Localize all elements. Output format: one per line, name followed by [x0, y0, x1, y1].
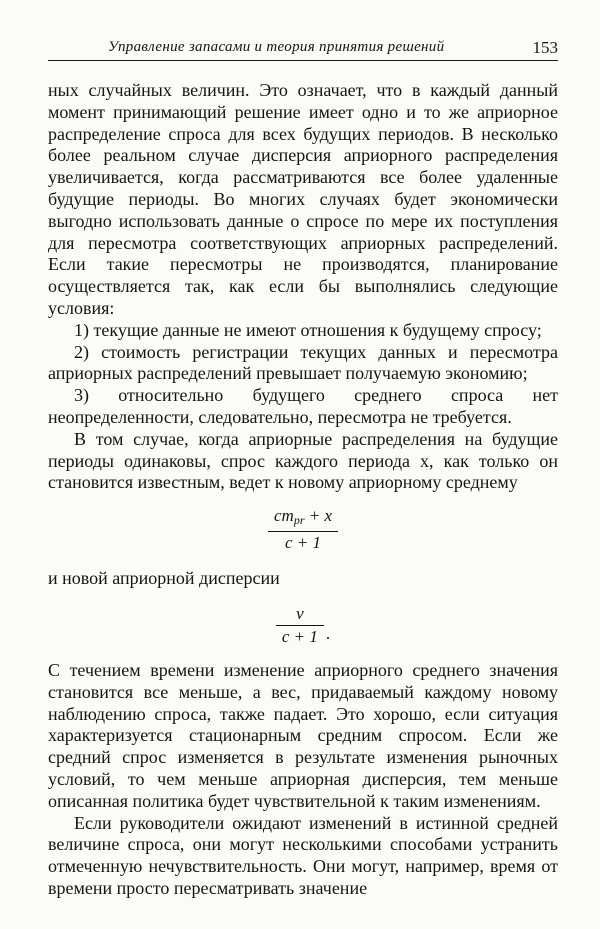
formula-prior-variance	[48, 603, 558, 648]
fraction-denominator: c + 1	[281, 626, 318, 646]
body-text	[48, 80, 558, 900]
formula-period: .	[325, 623, 331, 643]
paragraph-managers: Если руководители ожидают изменений в истинной средней величине спроса, они могут несколькими способами устранить отмеченную нечувствительность. Они могут, например, время от времени просто пересматривать значение	[48, 812, 558, 898]
formula-prior-mean	[48, 505, 558, 554]
fraction-prior-variance	[276, 603, 324, 648]
paragraph-prior-mean: В том случае, когда априорные распределения на будущие периоды одинаковы, спрос каждого периода x, как только он становится известным, ведет к новому априорному среднему	[48, 428, 558, 493]
condition-item-3: 3) относительно будущего среднего спроса нет неопределенности, следовательно, пересмотра не требуется.	[48, 385, 558, 427]
page-number: 153	[532, 38, 558, 57]
paragraph-continuation: ных случайных величин. Это означает, что в каждый данный момент принимающий решение имеет одно и то же априорное распределение спроса для всех будущих периодов. В несколько более реальном случае дисперсия априорного распределения увеличивается, когда рассматриваются все более удаленные будущие периоды. Во многих случаях будет экономически выгодно использовать данные о спросе по мере их поступления для пересмотра соответствующих априорных распределений. Если такие пересмотры не производятся, планирование осуществляется так, как если бы выполнялись следующие условия:	[48, 80, 558, 318]
condition-item-2: 2) стоимость регистрации текущих данных и пересмотра априорных распределений превышает получаемую экономию;	[48, 341, 558, 384]
fraction-prior-mean	[268, 505, 338, 554]
paragraph-over-time: С течением времени изменение априорного среднего значения становится все меньше, а вес, придаваемый каждому новому наблюдению спроса, также падает. Это хорошо, если ситуация характеризуется стационарным средним спросом. Если же средний спрос изменяется в результате изменения рыночных условий, то чем меньше априорная дисперсия, тем меньше описанная политика будет чувствительной к таким изменениям.	[48, 659, 558, 811]
condition-item-1: 1) текущие данные не имеют отношения к будущему спросу;	[74, 319, 542, 340]
paragraph-prior-variance: и новой априорной дисперсии	[48, 568, 280, 589]
running-title: Управление запасами и теория принятия решений	[108, 39, 445, 55]
fraction-numerator: $cm_{pr} + x$	[273, 506, 333, 528]
fraction-denominator: c + 1	[284, 533, 322, 553]
fraction-numerator: v	[296, 603, 304, 623]
running-header	[48, 38, 558, 61]
